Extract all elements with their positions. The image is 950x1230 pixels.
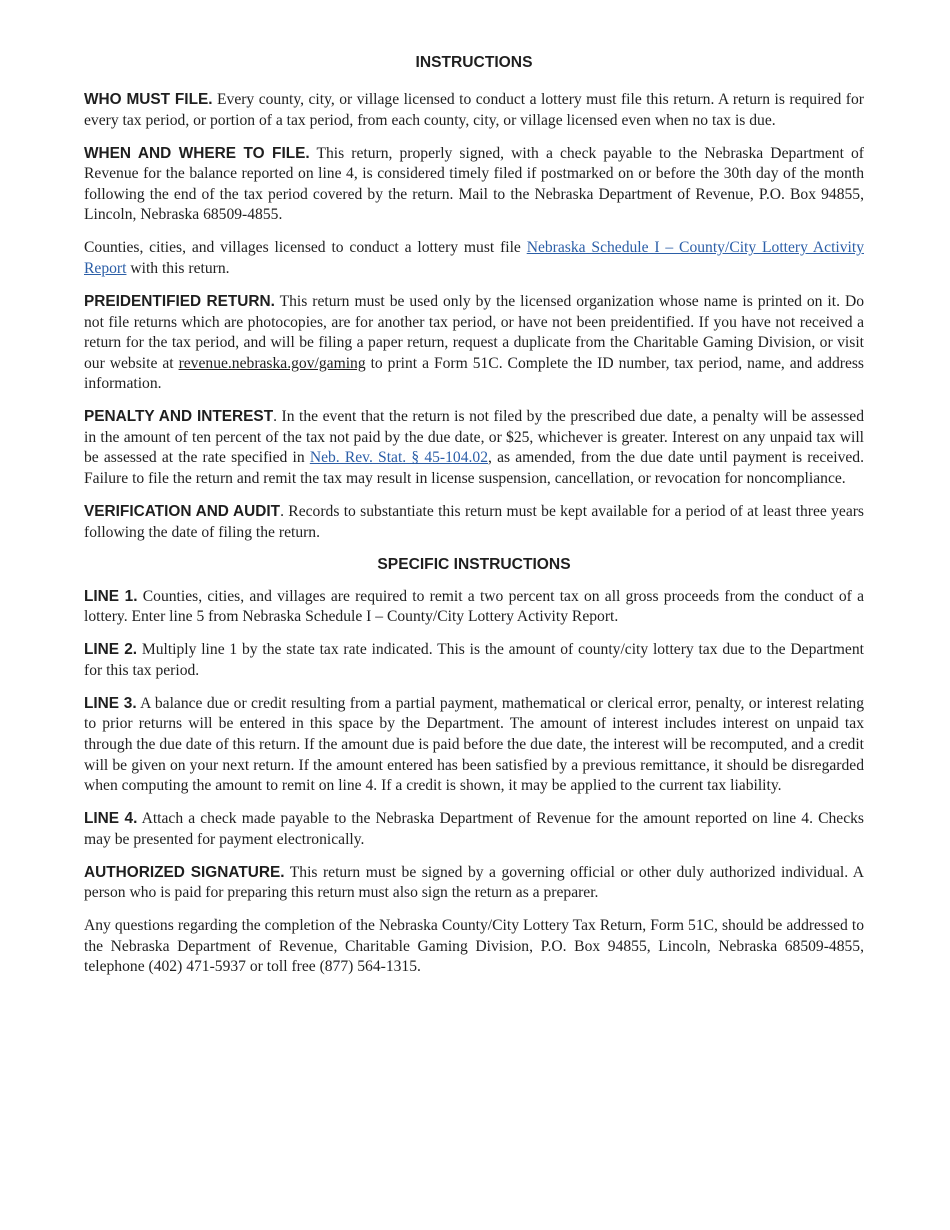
line4-paragraph (84, 809, 864, 850)
gaming-website-url: revenue.nebraska.gov/gaming (178, 354, 366, 372)
preidentified-paragraph (84, 292, 864, 395)
line2-paragraph (84, 640, 864, 681)
line1-heading: LINE 1. (84, 587, 138, 605)
line4-heading: LINE 4. (84, 810, 138, 828)
schedule-i-link[interactable]: Nebraska Schedule I – County/City Lottery Activity Report (84, 239, 864, 277)
preidentified-text-before: This return must be used only by the licensed organization whose name is printed on it. Do not file returns which are photocopies, are for another tax period, or have not been preidentified. If you have not received a return for the tax period, and will be filing a paper return, request a duplicate from the Charitable Gaming Division, or visit our website at (84, 292, 864, 372)
preidentified-heading: PREIDENTIFIED RETURN. (84, 292, 275, 310)
schedule-paragraph (84, 238, 864, 279)
verification-paragraph (84, 502, 864, 543)
who-must-file-paragraph (84, 90, 864, 131)
line1-text: Counties, cities, and villages are required to remit a two percent tax on all gross proceeds from the conduct of a lottery. Enter line 5 from Nebraska Schedule I – County/City Lottery Activity Report. (84, 587, 865, 626)
schedule-text-after: with this return. (126, 259, 230, 277)
signature-text: This return must be signed by a governing official or other duly authorized individual. A person who is paid for preparing this return must also sign the return as a preparer. (84, 863, 865, 902)
statute-link[interactable]: Neb. Rev. Stat. § 45-104.02 (309, 449, 488, 467)
verification-text: . Records to substantiate this return must be kept available for a period of at least three years following the date of filing the return. (84, 503, 865, 541)
page-title: INSTRUCTIONS (415, 54, 533, 71)
who-must-file-heading: WHO MUST FILE. (84, 91, 213, 108)
questions-text: Any questions regarding the completion of the Nebraska County/City Lottery Tax Return, Form 51C, should be addressed to the Nebraska Department of Revenue, Charitable Gaming Division, P.O. Box 94855, Lincoln, Nebraska 68509-4855, telephone (402) 471-5937 or toll free (877) 564-1315. (84, 917, 864, 976)
penalty-text-before: . In the event that the return is not filed by the prescribed due date, a penalty will be assessed in the amount of ten percent of the tax not paid by the due date, or $25, whichever is greater. Interest on any unpaid tax will be assessed at the rate specified in (84, 408, 864, 467)
schedule-text-before: Counties, cities, and villages licensed to conduct a lottery must file (84, 239, 527, 257)
who-must-file-text: Every county, city, or village licensed to conduct a lottery must file this return. A return is required for every tax period, or portion of a tax period, from each county, city, or village licensed even when no tax is due. (84, 91, 864, 129)
line3-heading: LINE 3. (84, 694, 137, 712)
penalty-paragraph (84, 407, 864, 489)
penalty-text-after: , as amended, from the due date until payment is received. Failure to file the return and remit the tax may result in license suspension, cancellation, or revocation for noncompliance. (84, 449, 864, 488)
line3-paragraph (84, 694, 864, 797)
preidentified-text-after: to print a Form 51C. Complete the ID number, tax period, name, and address information. (84, 354, 865, 393)
signature-heading: AUTHORIZED SIGNATURE. (84, 863, 285, 881)
line3-text: A balance due or credit resulting from a partial payment, mathematical or clerical error, penalty, or interest relating to prior returns will be entered in this space by the Department. The amount of interest includes interest on unpaid tax through the due date of this return. If the amount due is paid before the due date, the interest will be recomputed, and a credit will be given on your next return. If the amount entered has been satisfied by a previous remittance, it should be disregarded when computing the amount to remit on line 4. If a credit is shown, it may be applied to the current tax liability. (84, 694, 864, 795)
line2-text: Multiply line 1 by the state tax rate indicated. This is the amount of county/city lottery tax due to the Department for this tax period. (84, 641, 864, 679)
line4-text: Attach a check made payable to the Nebraska Department of Revenue for the amount reported on line 4. Checks may be presented for payment electronically. (84, 810, 864, 848)
questions-paragraph (84, 916, 864, 978)
verification-heading: VERIFICATION AND AUDIT (84, 503, 281, 521)
when-where-text: This return, properly signed, with a check payable to the Nebraska Department of Revenue for the balance reported on line 4, is considered timely filed if postmarked on or before the 30th day of the month following the end of the tax period covered by the return. Mail to the Nebraska Department of Revenue, P.O. Box 94855, Lincoln, Nebraska 68509-4855. (84, 144, 864, 224)
when-where-heading: WHEN AND WHERE TO FILE. (84, 144, 310, 162)
specific-instructions-title: SPECIFIC INSTRUCTIONS (377, 555, 571, 573)
line2-heading: LINE 2. (84, 641, 138, 659)
line1-paragraph (84, 587, 864, 628)
when-where-paragraph (84, 144, 864, 226)
signature-paragraph (84, 863, 864, 904)
penalty-heading: PENALTY AND INTEREST (84, 408, 274, 426)
